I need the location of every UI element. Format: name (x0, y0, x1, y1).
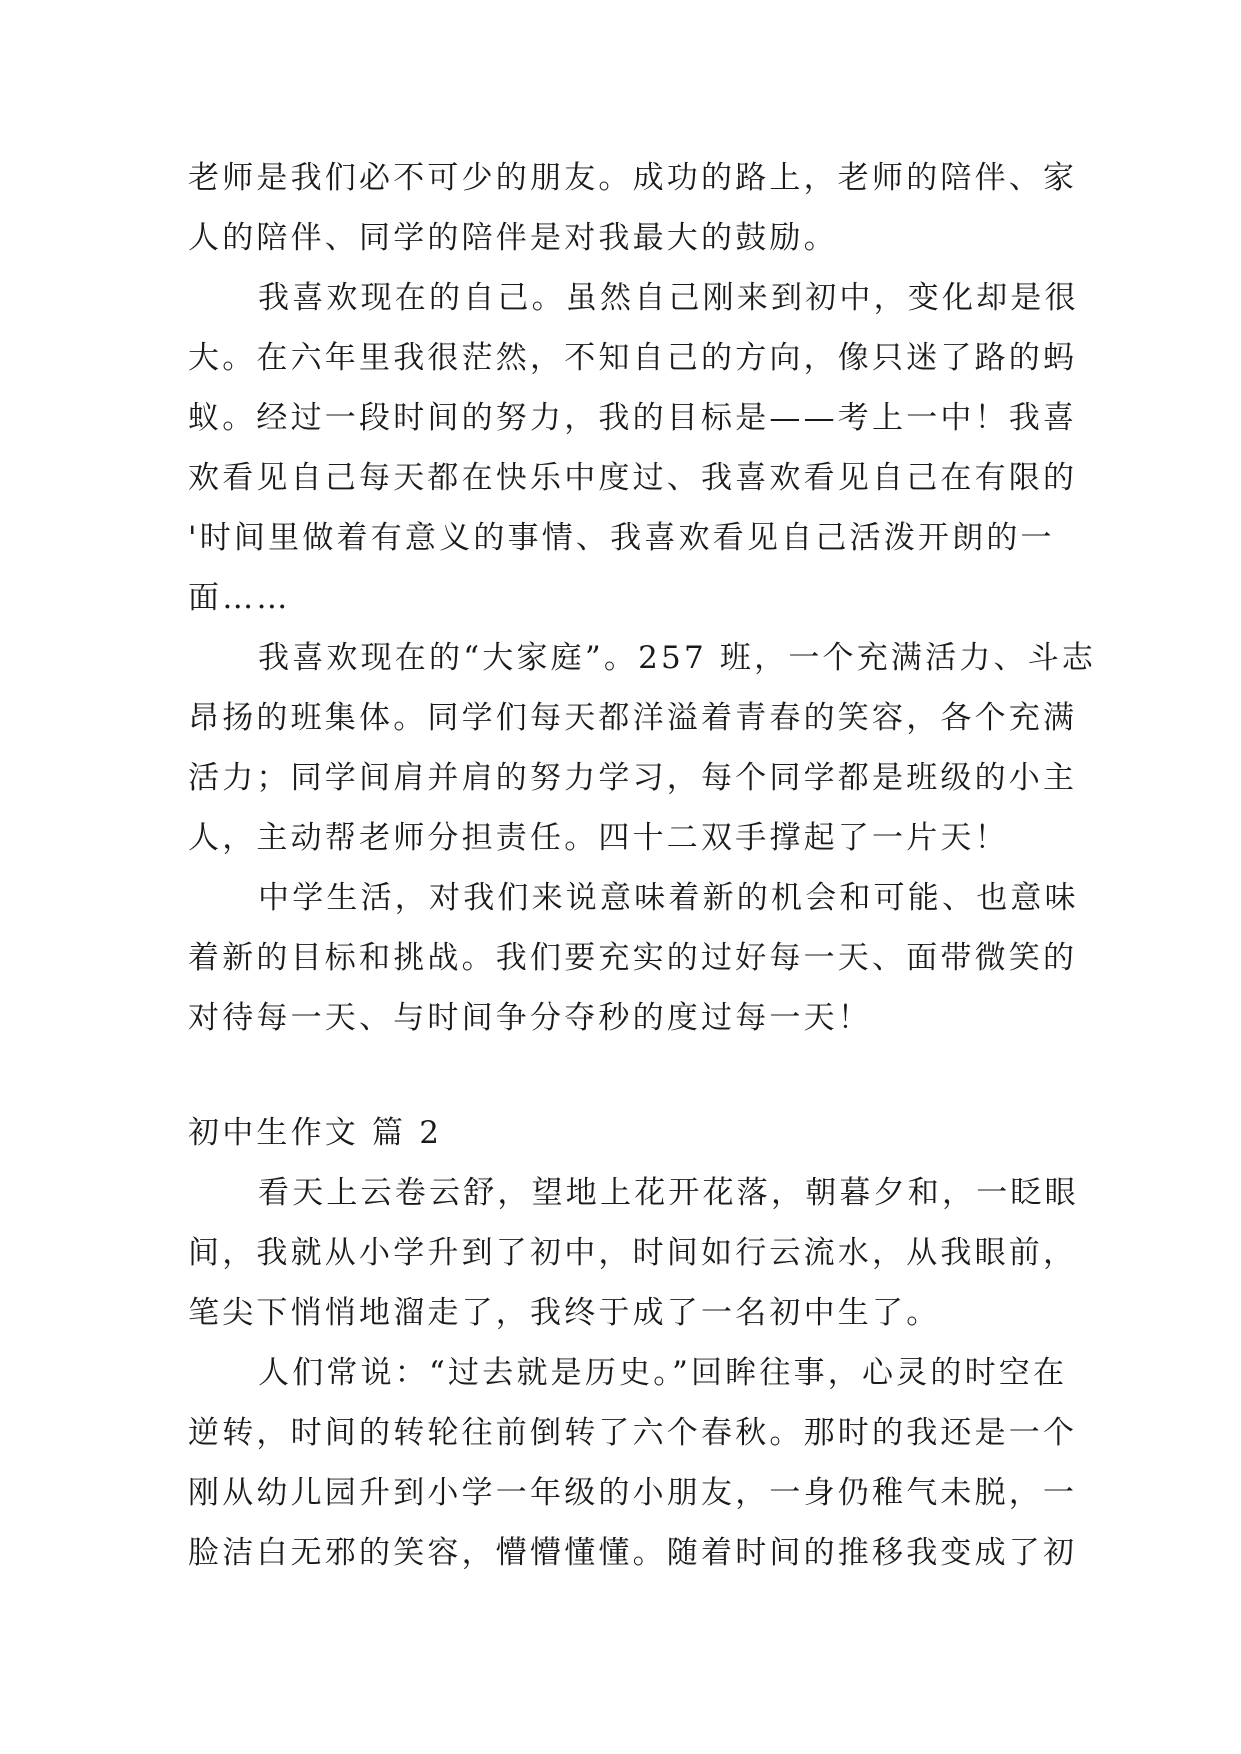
text-line: 着新的目标和挑战。我们要充实的过好每一天、面带微笑的 (188, 940, 1078, 976)
paragraph (188, 268, 1079, 628)
text-line: 我喜欢现在的自己。虽然自己刚来到初中，变化却是很 (258, 280, 1079, 316)
text-line: 蚁。经过一段时间的努力，我的目标是——考上一中！我喜 (188, 400, 1078, 436)
document-page (188, 148, 1097, 1583)
essay-section-2 (188, 1103, 1079, 1583)
section-gap (188, 1048, 1068, 1103)
text-line: 逆转，时间的转轮往前倒转了六个春秋。那时的我还是一个 (188, 1415, 1078, 1451)
paragraph (188, 1343, 1078, 1583)
essay-section-1 (188, 148, 1097, 1048)
text-line: 中学生活，对我们来说意味着新的机会和可能、也意味 (258, 880, 1079, 916)
text-line: 大。在六年里我很茫然，不知自己的方向，像只迷了路的蚂 (188, 340, 1078, 376)
essay-body (188, 1163, 1079, 1583)
text-line: 面…… (188, 580, 291, 616)
text-line: '时间里做着有意义的事情、我喜欢看见自己活泼开朗的一 (188, 520, 1055, 556)
paragraph (188, 1163, 1079, 1343)
text-line: 人，主动帮老师分担责任。四十二双手撑起了一片天！ (188, 820, 1009, 856)
text-line: 对待每一天、与时间争分夺秒的度过每一天！ (188, 1000, 872, 1036)
essay-heading: 初中生作文 篇 2 (188, 1115, 443, 1151)
text-line: 昂扬的班集体。同学们每天都洋溢着青春的笑容，各个充满 (188, 700, 1078, 736)
text-line: 老师是我们必不可少的朋友。成功的路上，老师的陪伴、家 (188, 160, 1078, 196)
paragraph (188, 868, 1079, 1048)
text-line: 人们常说：“过去就是历史。”回眸往事，心灵的时空在 (258, 1355, 1068, 1391)
text-line: 看天上云卷云舒，望地上花开花落，朝暮夕和，一眨眼 (258, 1175, 1079, 1211)
text-line: 欢看见自己每天都在快乐中度过、我喜欢看见自己在有限的 (188, 460, 1078, 496)
text-line: 脸洁白无邪的笑容，懵懵懂懂。随着时间的推移我变成了初 (188, 1535, 1078, 1571)
paragraph (188, 148, 1078, 268)
text-line: 笔尖下悄悄地溜走了，我终于成了一名初中生了。 (188, 1295, 941, 1331)
text-line: 我喜欢现在的“大家庭”。257 班，一个充满活力、斗志 (258, 640, 1097, 676)
text-line: 活力；同学间肩并肩的努力学习，每个同学都是班级的小主 (188, 760, 1078, 796)
text-line: 人的陪伴、同学的陪伴是对我最大的鼓励。 (188, 220, 838, 256)
paragraph (188, 628, 1097, 868)
text-line: 间，我就从小学升到了初中，时间如行云流水，从我眼前， (188, 1235, 1078, 1271)
text-line: 刚从幼儿园升到小学一年级的小朋友，一身仍稚气未脱，一 (188, 1475, 1078, 1511)
